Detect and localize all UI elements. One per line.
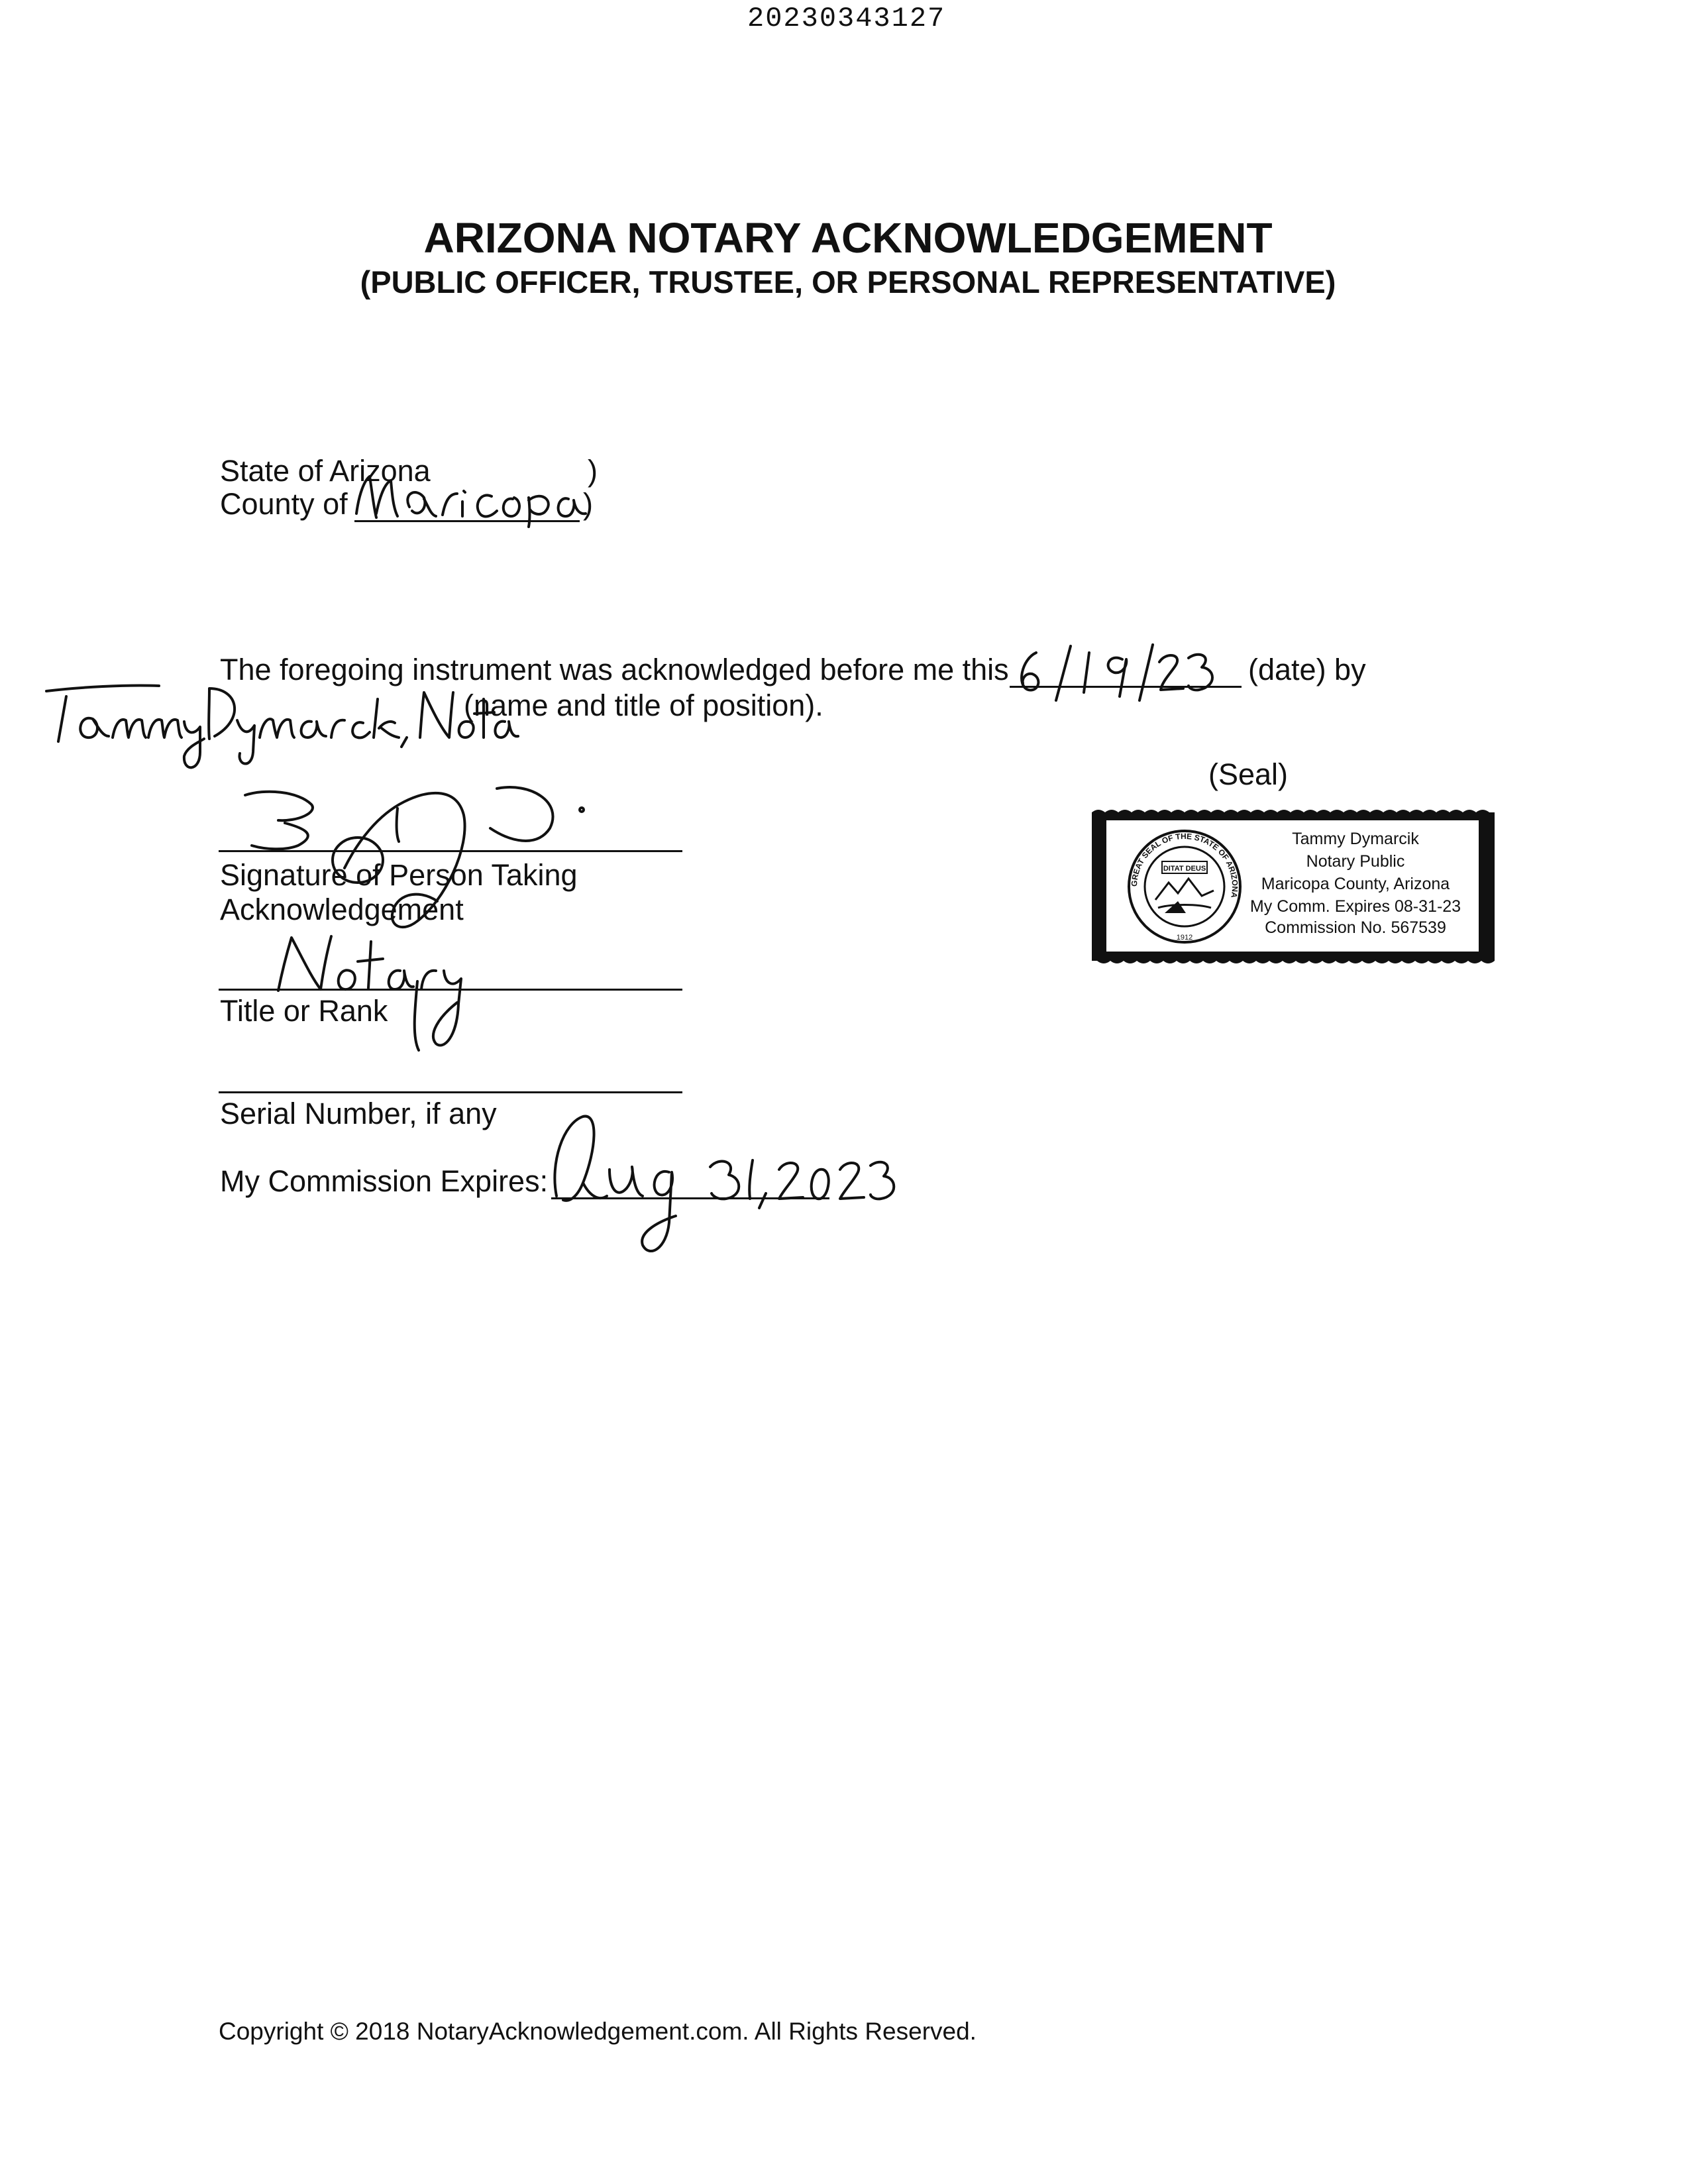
county-label: County of bbox=[220, 487, 348, 521]
state-label: State of Arizona bbox=[220, 454, 431, 488]
ack-text-after-date: (date) by bbox=[1248, 653, 1366, 686]
serial-number-label: Serial Number, if any bbox=[220, 1097, 497, 1130]
document-number: 20230343127 bbox=[747, 3, 946, 34]
stamp-title: Notary Public bbox=[1306, 852, 1405, 871]
svg-text:1912: 1912 bbox=[1176, 934, 1193, 942]
signature-label-line1: Signature of Person Taking bbox=[220, 858, 578, 892]
form-subtitle: (PUBLIC OFFICER, TRUSTEE, OR PERSONAL REPRESENTATIVE) bbox=[360, 264, 1336, 300]
form-title: ARIZONA NOTARY ACKNOWLEDGEMENT bbox=[423, 214, 1273, 262]
arizona-seal-emblem bbox=[1125, 827, 1244, 946]
date-handwriting bbox=[1010, 639, 1242, 702]
serial-number-line bbox=[219, 1091, 682, 1093]
stamp-county: Maricopa County, Arizona bbox=[1261, 875, 1450, 893]
signature-label-line2: Acknowledgement bbox=[220, 893, 464, 926]
name-position-text: (name and title of position). bbox=[464, 688, 823, 722]
stamp-commission: Commission No. 567539 bbox=[1265, 918, 1446, 937]
stamp-name: Tammy Dymarcik bbox=[1292, 830, 1419, 848]
county-paren: ) bbox=[583, 487, 593, 521]
title-rank-handwriting bbox=[265, 918, 490, 1064]
ack-text: The foregoing instrument was acknowledged before me this bbox=[220, 653, 1009, 686]
commission-expires-handwriting bbox=[543, 1103, 901, 1269]
signature-line bbox=[219, 850, 682, 852]
county-handwriting bbox=[350, 467, 588, 527]
commission-expires-line bbox=[551, 1197, 829, 1199]
svg-text:GREAT SEAL OF THE STATE OF ARI: GREAT SEAL OF THE STATE OF ARIZONA bbox=[1129, 831, 1240, 899]
seal-label: (Seal) bbox=[1208, 757, 1289, 791]
copyright-footer: Copyright © 2018 NotaryAcknowledgement.com. All Rights Reserved. bbox=[219, 2018, 977, 2045]
commission-expires-label: My Commission Expires: bbox=[220, 1164, 549, 1198]
svg-text:DITAT DEUS: DITAT DEUS bbox=[1163, 865, 1206, 873]
state-paren: ) bbox=[588, 454, 598, 488]
stamp-expires: My Comm. Expires 08-31-23 bbox=[1249, 897, 1461, 916]
notary-stamp bbox=[1092, 807, 1495, 966]
name-title-handwriting bbox=[26, 673, 530, 772]
title-rank-label: Title or Rank bbox=[220, 994, 388, 1028]
title-rank-line bbox=[219, 989, 682, 991]
